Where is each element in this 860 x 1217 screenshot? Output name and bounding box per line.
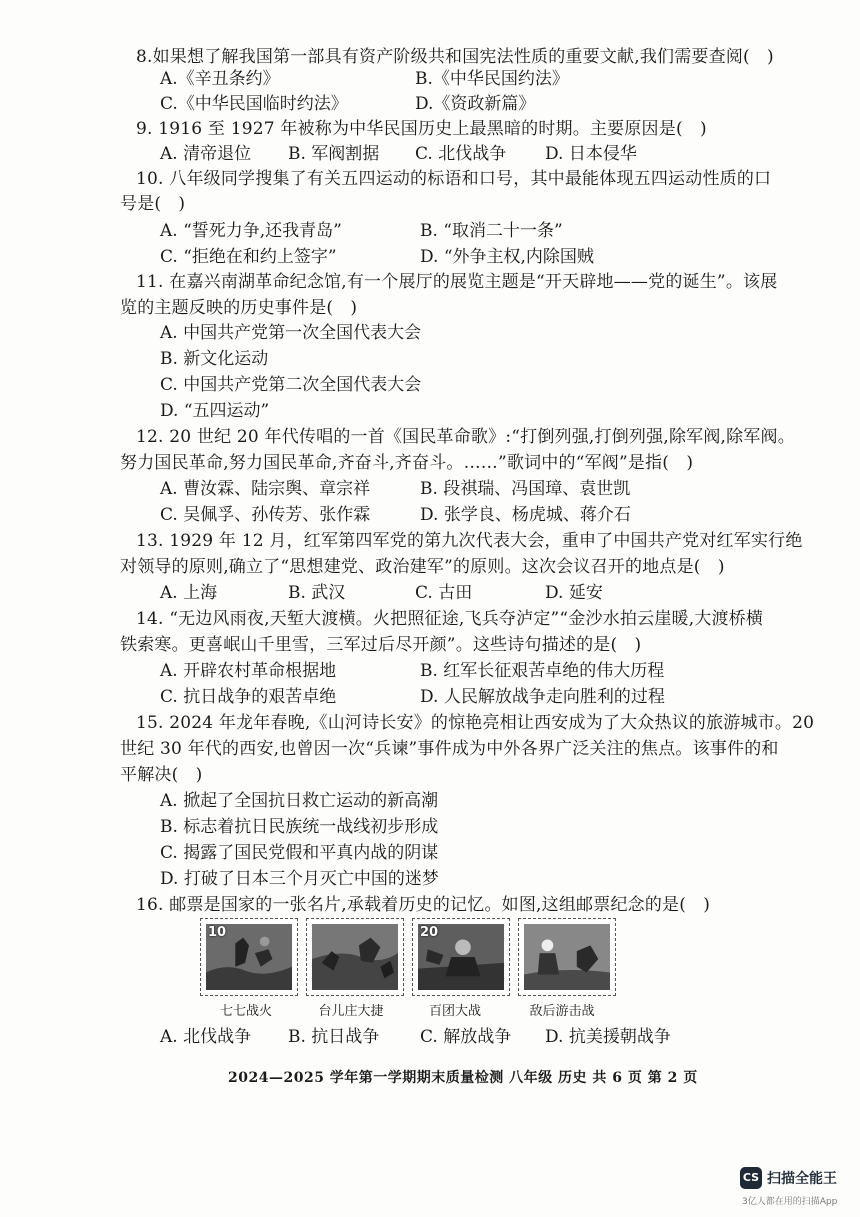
- camscanner-tagline: 3亿人都在用的扫描App: [742, 1197, 838, 1207]
- question-14-option-a: A. 开辟农村革命根据地: [160, 661, 337, 681]
- stamp-3-value: 20: [420, 925, 439, 940]
- camscanner-name: 扫描全能王: [767, 1171, 837, 1187]
- question-10-stem-line2: 号是( ): [120, 194, 186, 214]
- question-10-stem-line1: 10. 八年级同学搜集了有关五四运动的标语和口号，其中最能体现五四运动性质的口: [136, 169, 772, 189]
- question-9-option-b: B. 军阀割据: [288, 144, 380, 164]
- question-16-stem: 16. 邮票是国家的一张名片,承载着历史的记忆。如图,这组邮票纪念的是( ): [136, 895, 711, 915]
- stamp-4: [518, 918, 616, 996]
- stamp-2: [306, 918, 404, 996]
- stamp-1-value: 10: [208, 925, 227, 940]
- question-11-option-b: B. 新文化运动: [160, 349, 269, 369]
- question-9-stem: 9. 1916 至 1927 年被称为中华民国历史上最黑暗的时期。主要原因是( ): [136, 119, 707, 139]
- question-13-option-a: A. 上海: [160, 583, 218, 603]
- question-14-stem-line2: 铁索寒。更喜岷山千里雪，三军过后尽开颜”。这些诗句描述的是( ): [120, 635, 642, 655]
- question-12-stem-line2: 努力国民革命,努力国民革命,齐奋斗,齐奋斗。……”歌词中的“军阀”是指( ): [120, 453, 694, 473]
- question-14-option-c: C. 抗日战争的艰苦卓绝: [160, 687, 337, 707]
- question-11-option-d: D. “五四运动”: [160, 401, 270, 421]
- question-10-option-c: C. “拒绝在和约上签字”: [160, 247, 337, 267]
- question-15-stem-line2: 世纪 30 年代的西安,也曾因一次“兵谏”事件成为中外各界广泛关注的焦点。该事件的和: [120, 739, 779, 759]
- stamp-caption-3: 百团大战: [428, 1004, 481, 1019]
- question-16-option-a: A. 北伐战争: [160, 1027, 252, 1047]
- question-15-stem-line1: 15. 2024 年龙年春晚,《山河诗长安》的惊艳亮相让西安成为了大众热议的旅游城市。20: [136, 713, 815, 733]
- question-12-option-d: D. 张学良、杨虎城、蒋介石: [420, 505, 631, 525]
- question-16-option-c: C. 解放战争: [420, 1027, 512, 1047]
- question-15-option-a: A. 掀起了全国抗日救亡运动的新高潮: [160, 791, 439, 811]
- question-8-option-a: A.《辛丑条约》: [160, 69, 280, 89]
- question-8-stem: 8.如果想了解我国第一部具有资产阶级共和国宪法性质的重要文献,我们需要查阅( ): [136, 47, 774, 67]
- question-8-option-d: D.《资政新篇》: [415, 94, 536, 114]
- question-11-stem-line1: 11. 在嘉兴南湖革命纪念馆,有一个展厅的展览主题是“开天辟地——党的诞生”。该展: [136, 272, 778, 292]
- question-13-stem-line1: 13. 1929 年 12 月，红军第四军党的第九次代表大会，重申了中国共产党对红军实行绝: [136, 531, 803, 551]
- stamp-1: [200, 918, 298, 996]
- camscanner-logo-icon: CS: [740, 1167, 762, 1189]
- question-13-option-c: C. 古田: [415, 583, 473, 603]
- stamp-caption-4: 敌后游击战: [529, 1004, 595, 1019]
- question-10-option-b: B. “取消二十一条”: [420, 221, 563, 241]
- question-11-option-a: A. 中国共产党第一次全国代表大会: [160, 323, 422, 343]
- stamp-caption-1: 七七战火: [219, 1004, 272, 1019]
- question-14-option-d: D. 人民解放战争走向胜利的过程: [420, 687, 665, 707]
- question-15-option-c: C. 揭露了国民党假和平真内战的阴谋: [160, 843, 439, 863]
- question-12-option-a: A. 曹汝霖、陆宗舆、章宗祥: [160, 479, 371, 499]
- question-13-option-b: B. 武汉: [288, 583, 346, 603]
- question-15-stem-line3: 平解决( ): [120, 765, 203, 785]
- stamp-3: [412, 918, 510, 996]
- question-9-option-d: D. 日本侵华: [545, 144, 637, 164]
- question-14-option-b: B. 红军长征艰苦卓绝的伟大历程: [420, 661, 665, 681]
- question-12-option-b: B. 段祺瑞、冯国璋、袁世凯: [420, 479, 631, 499]
- question-10-option-d: D. “外争主权,内除国贼: [420, 247, 594, 267]
- question-15-option-d: D. 打破了日本三个月灭亡中国的迷梦: [160, 869, 439, 889]
- question-16-option-d: D. 抗美援朝战争: [545, 1027, 671, 1047]
- question-11-stem-line2: 览的主题反映的历史事件是( ): [120, 298, 358, 318]
- question-8-option-b: B.《中华民国约法》: [415, 69, 569, 89]
- question-15-option-b: B. 标志着抗日民族统一战线初步形成: [160, 817, 439, 837]
- stamp-set-image: [200, 918, 622, 1000]
- question-9-option-c: C. 北伐战争: [415, 144, 507, 164]
- page-footer: 2024—2025 学年第一学期期末质量检测 八年级 历史 共 6 页 第 2 页: [228, 1070, 698, 1086]
- question-14-stem-line1: 14. “无边风雨夜,天堑大渡横。火把照征途,飞兵夺泸定”“金沙水拍云崖暖,大渡桥横: [136, 609, 764, 629]
- question-10-option-a: A. “誓死力争,还我青岛”: [160, 221, 342, 241]
- question-11-option-c: C. 中国共产党第二次全国代表大会: [160, 375, 422, 395]
- question-13-option-d: D. 延安: [545, 583, 603, 603]
- question-13-stem-line2: 对领导的原则,确立了“思想建党、政治建军”的原则。这次会议召开的地点是( ): [120, 557, 725, 577]
- question-9-option-a: A. 清帝退位: [160, 144, 252, 164]
- question-16-option-b: B. 抗日战争: [288, 1027, 380, 1047]
- stamp-caption-2: 台儿庄大捷: [318, 1004, 384, 1019]
- question-8-option-c: C.《中华民国临时约法》: [160, 94, 348, 114]
- question-12-option-c: C. 吴佩孚、孙传芳、张作霖: [160, 505, 371, 525]
- question-12-stem-line1: 12. 20 世纪 20 年代传唱的一首《国民革命歌》:“打倒列强,打倒列强,除军阀,除军阀。: [136, 427, 795, 447]
